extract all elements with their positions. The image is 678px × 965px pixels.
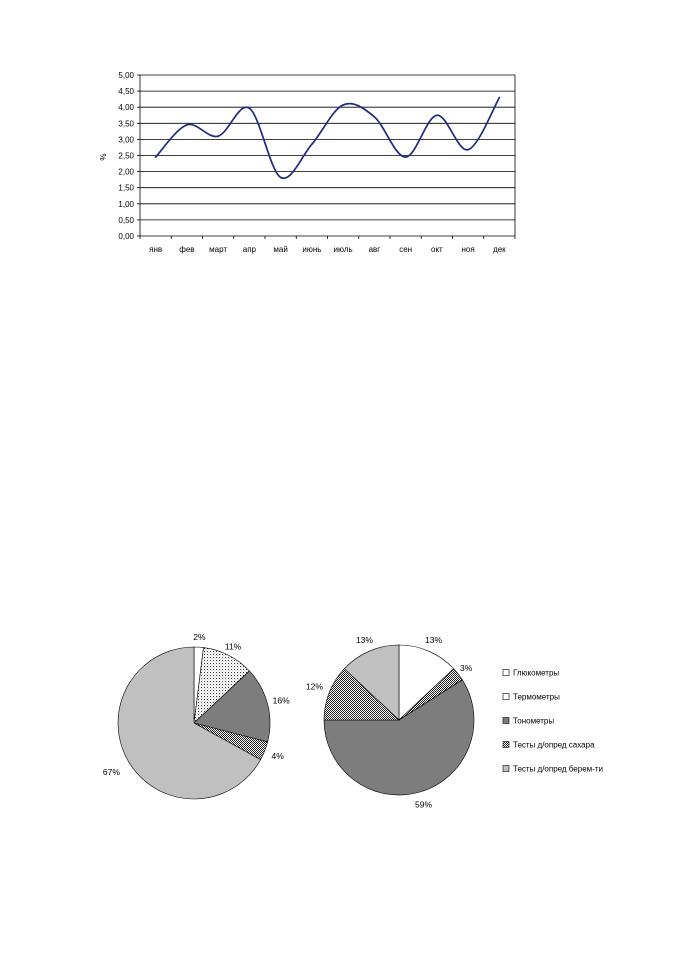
legend-swatch	[503, 670, 509, 676]
legend-label: Тонометры	[513, 716, 555, 726]
data-point	[248, 107, 250, 109]
data-point	[373, 116, 375, 118]
line-chart-series	[155, 97, 501, 179]
pie-chart-right	[306, 635, 474, 809]
y-tick-label: 4,00	[118, 103, 134, 113]
pie-chart-left-slices	[118, 647, 270, 799]
pie-slice-label: 67%	[102, 766, 120, 777]
legend-label: Термометры	[513, 692, 560, 702]
y-tick-label: 3,50	[118, 119, 134, 129]
pie-slice-label: 13%	[355, 635, 373, 646]
data-point	[498, 97, 500, 99]
legend-swatch	[503, 718, 509, 724]
pie-slice-label: 4%	[271, 751, 284, 762]
pie-slice-label: 2%	[193, 632, 206, 643]
data-point	[280, 176, 282, 178]
line-chart-y-tick-labels	[118, 71, 134, 241]
data-point	[217, 135, 219, 137]
x-tick-label: фев	[179, 245, 195, 254]
pie-slice-label: 16%	[272, 695, 290, 706]
data-point	[311, 143, 313, 145]
x-tick-label: дек	[493, 245, 506, 254]
legend-label: Глюкометры	[513, 668, 560, 678]
pie-slice-label: 11%	[224, 641, 242, 652]
data-point	[342, 104, 344, 106]
legend-swatch	[503, 694, 509, 700]
legend-label: Тесты д/опред берем-ти	[513, 764, 603, 774]
x-tick-label: сен	[399, 245, 413, 254]
x-tick-label: окт	[431, 245, 443, 254]
y-tick-label: 5,00	[118, 71, 134, 80]
y-tick-label: 0,50	[118, 215, 134, 225]
y-tick-label: 2,00	[118, 167, 134, 177]
data-point	[155, 156, 157, 158]
pie-slice-label: 13%	[425, 635, 443, 646]
x-tick-label: май	[273, 245, 288, 254]
x-tick-label: март	[209, 245, 228, 254]
pie-slice-label: 12%	[305, 681, 323, 692]
line-chart-x-tick-labels	[149, 245, 506, 254]
data-point	[186, 124, 188, 126]
y-tick-label: 4,50	[118, 87, 134, 97]
x-tick-label: авг	[368, 245, 381, 254]
x-tick-label: апр	[242, 245, 256, 254]
data-point	[467, 149, 469, 151]
y-tick-label: 2,50	[118, 151, 134, 161]
pie-slice-label: 3%	[460, 662, 473, 673]
y-tick-label: 3,00	[118, 135, 134, 145]
x-tick-label: июль	[333, 245, 353, 254]
data-point	[405, 156, 407, 158]
legend-swatch	[503, 766, 509, 772]
pie-chart-right-slices	[324, 645, 474, 795]
y-tick-label: 0,00	[118, 232, 134, 241]
pie-chart-left	[103, 632, 290, 799]
line-chart-gridlines	[137, 75, 515, 239]
x-tick-label: янв	[149, 245, 163, 254]
line-chart-y-axis-label: %	[99, 153, 108, 161]
x-tick-label: июнь	[302, 245, 322, 254]
line-chart	[99, 71, 515, 254]
y-tick-label: 1,50	[118, 183, 134, 193]
data-point	[436, 114, 438, 116]
legend-swatch	[503, 742, 509, 748]
pie-legend	[503, 669, 603, 774]
x-tick-label: ноя	[461, 245, 475, 254]
y-tick-label: 1,00	[118, 199, 134, 209]
pie-slice-label: 59%	[415, 799, 433, 810]
series-line	[156, 98, 500, 179]
legend-label: Тесты д/опред сахара	[513, 740, 595, 750]
